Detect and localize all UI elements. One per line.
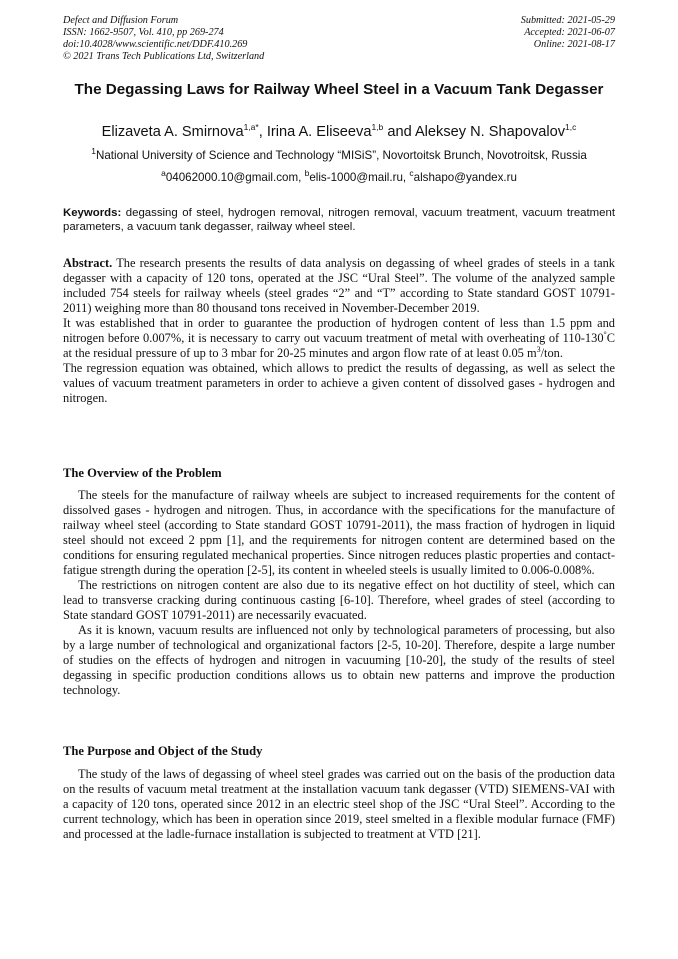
abstract-text: It was established that in order to guarantee the production of hydrogen content of less than 1.5 ppm and nitrogen before 0.007%, it is necessary to carry out vacuum treatment of metal with overheating of 110-130 — [63, 316, 615, 345]
body-paragraph: The steels for the manufacture of railway wheels are subject to increased requirements for the content of dissolved gases - hydrogen and nitrogen. Thus, in accordance with the specifications for the manufacture of railway wheel steel (according to State standard GOST 10791-2011), the mass fraction of hydrogen in liquid steel should not exceed 2 ppm [1], and the requirements for nitrogen content are determined based on the conditions for ensuring regulated mechanical properties. Since nitrogen reduces plastic properties and contact-fatigue strength during the operation [2-5], its content in wheeled steels is usually limited to 0.006-0.008%. — [63, 488, 615, 577]
section-body — [63, 767, 615, 842]
body-paragraph: The restrictions on nitrogen content are also due to its negative effect on hot ductility of steel, which can lead to transverse cracking during continuous casting [6-10]. Therefore, wheel grades of steel (according to State standard GOST 10791-2011) are necessarily evacuated. — [63, 578, 615, 622]
abstract-paragraph — [63, 256, 615, 316]
author-name: Elizaveta A. Smirnova — [101, 124, 244, 140]
abstract-text: /ton. — [540, 346, 563, 360]
journal-copyright: © 2021 Trans Tech Publications Ltd, Switzerland — [63, 51, 265, 62]
email-sup: a — [161, 168, 166, 179]
email-link[interactable]: 04062000.10@gmail.com — [165, 171, 299, 184]
cubic-exponent: 3 — [536, 344, 541, 354]
author-sup: 1,b — [371, 122, 384, 133]
keywords-text: degassing of steel, hydrogen removal, nitrogen removal, vacuum treatment, vacuum treatment parameters, a vacuum tank degasser, railway wheel steel. — [63, 207, 615, 233]
body-paragraph: As it is known, vacuum results are influenced not only by technological parameters of processing, but also by a large number of technological and organizational factors [2-5, 10-20]. Therefore, despite a large number of studies on the effects of hydrogen and nitrogen in vacuuming [10-20], the study of the results of steel degassing in specific production conditions allows us to obtain new patterns and improve the production technology. — [63, 623, 615, 697]
affiliation — [30, 146, 648, 163]
abstract-label: Abstract. — [63, 256, 113, 270]
email-sup: c — [409, 168, 414, 179]
keywords — [63, 206, 615, 234]
keywords-label: Keywords: — [63, 207, 122, 219]
abstract-text: C at the residual pressure of up to 3 mbar for 20-25 minutes and argon flow rate of at least 0.05 m — [63, 331, 615, 360]
dates-header — [521, 15, 615, 51]
email-sup: b — [304, 168, 310, 179]
degree-sign: ° — [603, 329, 607, 339]
abstract-paragraph: The regression equation was obtained, which allows to predict the results of degassing, as well as select the values of vacuum treatment parameters in order to achieve a given content of dissolved gases - hydrogen and nitrogen. — [63, 361, 615, 405]
abstract — [63, 256, 615, 406]
body-paragraph: The study of the laws of degassing of wheel steel grades was carried out on the basis of the production data on the results of vacuum metal treatment at the installation vacuum tank degasser (VTD) SIEMENS-VAI with a capacity of 120 tons, operated since 2012 in an electric steel shop of the JSC “Ural Steel”. According to the current technology, which has been in operation since 2019, steel smelted in a flexible modular furnace (FMF) and processed at the ladle-furnace installation is subjected to treatment at VTD [21]. — [63, 767, 615, 841]
author-separator: , — [258, 124, 267, 140]
section-heading: The Overview of the Problem — [63, 466, 222, 480]
author-list — [40, 123, 638, 141]
author-sup: 1,c — [565, 122, 577, 133]
journal-name: Defect and Diffusion Forum — [63, 15, 179, 26]
email-list: $^a$04062000.10@gmail.com, $^b$elis-1000@mail.ru, $^c$alshapo@yandex.ru — [161, 168, 517, 184]
abstract-text: The research presents the results of data analysis on degassing of wheel grades of steels in a tank degasser with a capacity of 120 tons, operated at the JSC “Ural Steel”. The volume of the analyzed sample included 754 steels for railway wheels (steel grades “2” and “T” according to State standard GOST 10791-2011) weighing more than 80 thousand tons received in November-December 2019. — [63, 256, 615, 315]
date-accepted: Accepted: 2021-06-07 — [524, 27, 615, 38]
affiliation-text: National University of Science and Technology “MISiS”, Novortoitsk Brunch, Novotroitsk, Russia — [95, 149, 587, 162]
journal-doi: doi:10.4028/www.scientific.net/DDF.410.269 — [63, 39, 248, 50]
affiliation-sup: 1 — [91, 146, 96, 157]
journal-header — [63, 15, 264, 63]
author-sup: 1,a* — [243, 122, 259, 133]
author-separator: and — [383, 124, 415, 140]
abstract-paragraph — [63, 316, 615, 361]
paper-title: The Degassing Laws for Railway Wheel Steel in a Vacuum Tank Degasser — [74, 81, 604, 98]
section-heading: The Purpose and Object of the Study — [63, 744, 263, 758]
section-body — [63, 488, 615, 698]
author-name: Aleksey N. Shapovalov — [414, 124, 566, 140]
email-link[interactable]: elis-1000@mail.ru — [309, 171, 403, 184]
author-name: Irina A. Eliseeva — [266, 124, 372, 140]
date-online: Online: 2021-08-17 — [533, 39, 615, 50]
date-submitted: Submitted: 2021-05-29 — [520, 15, 615, 26]
email-link[interactable]: alshapo@yandex.ru — [413, 171, 517, 184]
journal-issn: ISSN: 1662-9507, Vol. 410, pp 269-274 — [63, 27, 224, 38]
